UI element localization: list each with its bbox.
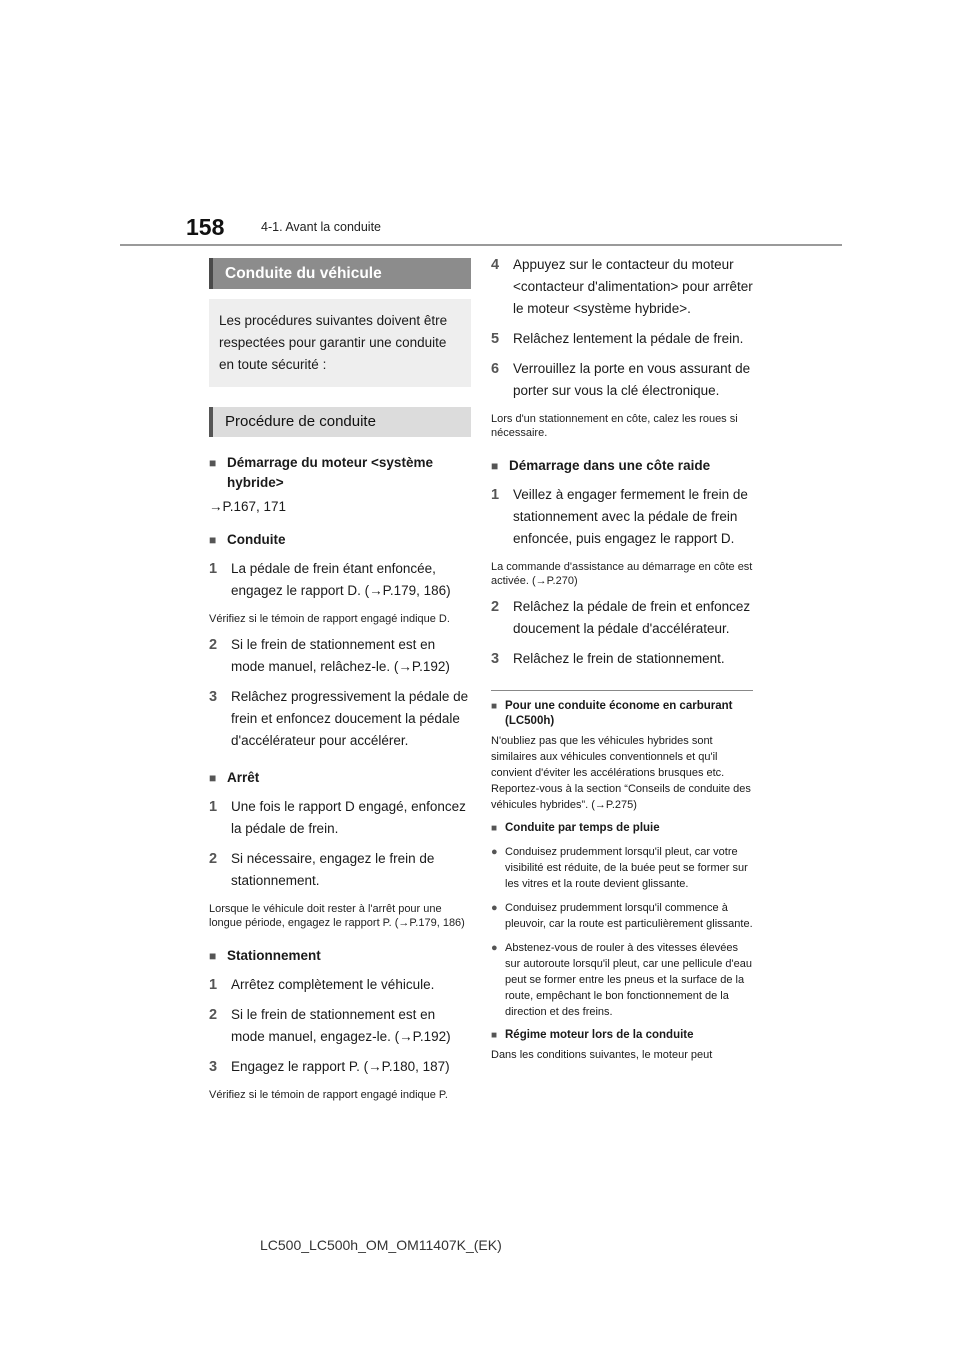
stop-note: Lorsque le véhicule doit rester à l'arrêt pour une longue période, engagez le rapport P. (→P.179, 186) (209, 903, 465, 929)
parking-step-2: 2 Si le frein de stationnement est en mode manuel, engagez-le. (→P.192) (209, 1007, 451, 1044)
driving-heading: ■ Conduite (209, 530, 471, 550)
driving-step-2: 2 Si le frein de stationnement est en mode manuel, relâchez-le. (→P.192) (209, 637, 450, 674)
hill-step-2: 2 Relâchez la pédale de frein et enfoncez doucement la pédale d'accélérateur. (491, 599, 751, 636)
stop-heading: ■ Arrêt (209, 768, 471, 788)
parking-heading: ■ Stationnement (209, 946, 471, 966)
rain-heading: ■ Conduite par temps de pluie (491, 821, 753, 836)
start-heading: ■ Démarrage du moteur <système hybride> (209, 453, 471, 493)
eco-text: N'oubliez pas que les véhicules hybrides sont similaires aux véhicules conventionnels et qu'il convient d'éviter les accélérations brusques etc. Reportez-vous à la section “Conseils de conduite des véhicules hybrides”. (→P.275) (491, 735, 751, 811)
bullet-dot-icon: ● (491, 846, 498, 858)
main-heading: Conduite du véhicule (209, 258, 471, 289)
section-title: 4-1. Avant la conduite (261, 220, 381, 234)
footer-code: LC500_LC500h_OM_OM11407K_(EK) (260, 1237, 502, 1253)
bullet-dot-icon: ● (491, 902, 498, 914)
notes-divider (491, 690, 753, 691)
parking-step-1: 1 Arrêtez complètement le véhicule. (209, 977, 435, 993)
left-column (209, 258, 471, 1102)
intro-box: Les procédures suivantes doivent être respectées pour garantir une conduite en toute sécurité : (209, 299, 471, 387)
driving-step-1: 1 La pédale de frein étant enfoncée, engagez le rapport D. (→P.179, 186) (209, 561, 451, 598)
hill-heading: ■ Démarrage dans une côte raide (491, 456, 753, 476)
hill-note: La commande d'assistance au démarrage en côte est activée. (→P.270) (491, 561, 753, 587)
rain-bullet-3: ● Abstenez-vous de rouler à des vitesses élevées sur autoroute lorsqu'il pleut, car une pellicule d'eau peut se former entre les pneus et la surface de la route, empêchant le bon fonctionnement de la direction et des freins. (491, 942, 752, 1018)
driving-note: Vérifiez si le témoin de rapport engagé indique D. (209, 613, 450, 625)
hill-step-1: 1 Veillez à engager fermement le frein de stationnement avec la pédale de frein enfoncée, puis engagez le rapport D. (491, 487, 748, 546)
stop-step-1: 1 Une fois le rapport D engagé, enfoncez la pédale de frein. (209, 799, 466, 836)
sub-heading: Procédure de conduite (209, 407, 471, 437)
rain-bullet-1: ● Conduisez prudemment lorsqu'il pleut, car votre visibilité est réduite, de la buée peut se former sur les vitres et la route devient glissante. (491, 846, 748, 890)
rpm-text: Dans les conditions suivantes, le moteur peut (491, 1049, 713, 1061)
eco-heading: ■ Pour une conduite économe en carburant (LC500h) (491, 699, 753, 729)
rpm-heading: ■ Régime moteur lors de la conduite (491, 1028, 753, 1043)
stop-step-2: 2 Si nécessaire, engagez le frein de stationnement. (209, 851, 435, 888)
page-number: 158 (186, 214, 225, 240)
right-column (491, 254, 753, 1063)
hill-step-3: 3 Relâchez le frein de stationnement. (491, 651, 725, 667)
parking-step-4: 4 Appuyez sur le contacteur du moteur <contacteur d'alimentation> pour arrêter le moteur <système hybride>. (491, 257, 753, 316)
slope-note: Lors d'un stationnement en côte, calez les roues si nécessaire. (491, 413, 738, 439)
driving-step-3: 3 Relâchez progressivement la pédale de frein et enfoncez doucement la pédale d'accélérateur pour accélérer. (209, 689, 469, 748)
bullet-dot-icon: ● (491, 942, 498, 954)
parking-note: Vérifiez si le témoin de rapport engagé indique P. (209, 1089, 448, 1101)
header-rule (120, 244, 842, 246)
parking-step-6: 6 Verrouillez la porte en vous assurant de porter sur vous la clé électronique. (491, 361, 751, 398)
parking-step-5: 5 Relâchez lentement la pédale de frein. (491, 331, 744, 347)
parking-step-3: 3 Engagez le rapport P. (→P.180, 187) (209, 1059, 450, 1075)
rain-bullet-2: ● Conduisez prudemment lorsqu'il commence à pleuvoir, car la route est particulièrement glissante. (491, 902, 753, 930)
start-ref: →P.167, 171 (209, 499, 287, 514)
